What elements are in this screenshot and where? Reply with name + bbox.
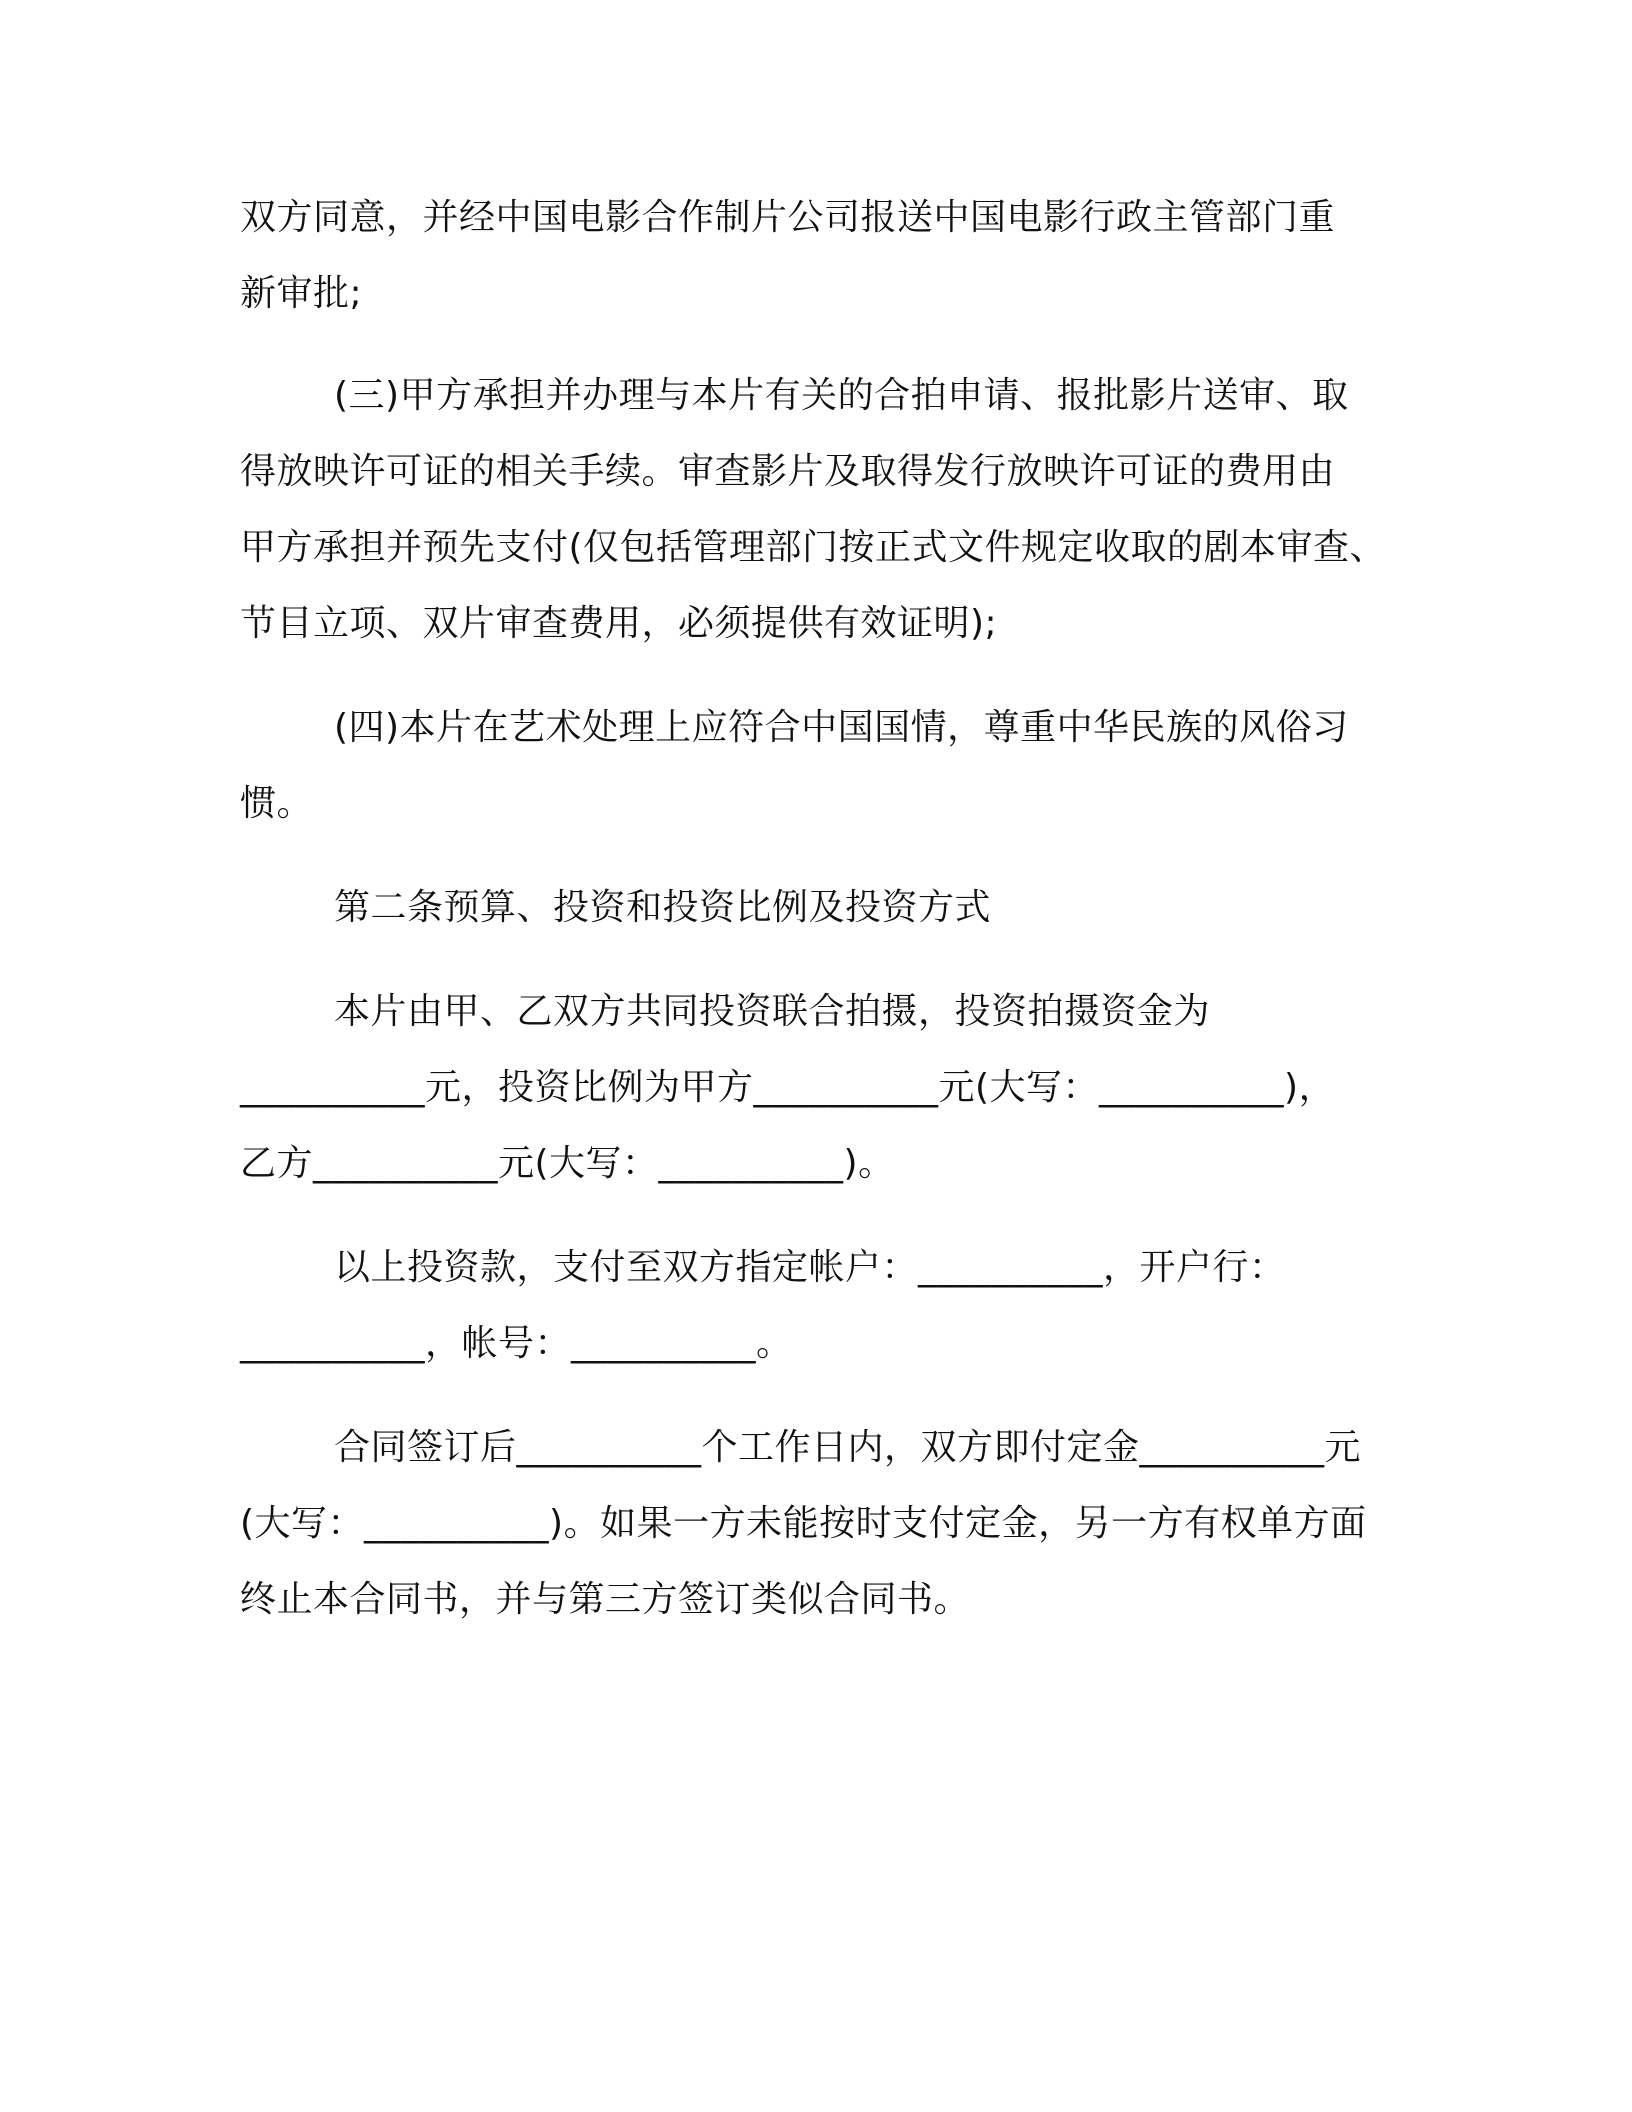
deposit-line: (大写：__________)。如果一方未能按时支付定金，另一方有权单方面 (240, 1503, 1367, 1544)
investment-blank-line: 乙方__________元(大写：__________)。 (240, 1143, 895, 1184)
clause-3-line: (三)甲方承担并办理与本片有关的合拍申请、报批影片送审、取 (334, 375, 1349, 416)
clause-4-line: (四)本片在艺术处理上应符合中国国情，尊重中华民族的风俗习 (334, 707, 1349, 748)
investment-blank-line: __________元，投资比例为甲方__________元(大写：__________)， (240, 1067, 1336, 1108)
article-2-heading: 第二条预算、投资和投资比例及投资方式 (334, 887, 992, 928)
account-line: 以上投资款，支付至双方指定帐户：__________，开户行： (334, 1247, 1286, 1288)
text-line: 甲方承担并预先支付(仅包括管理部门按正式文件规定收取的剧本审查、 (240, 527, 1387, 568)
account-blank-line: __________，帐号：__________。 (240, 1323, 793, 1364)
text-line: 得放映许可证的相关手续。审查影片及取得发行放映许可证的费用由 (240, 451, 1336, 492)
deposit-line: 合同签订后__________个工作日内，双方即付定金__________元 (334, 1427, 1362, 1468)
termination-line: 终止本合同书，并与第三方签订类似合同书。 (240, 1579, 971, 1620)
text-line: 惯。 (240, 783, 314, 824)
text-line: 双方同意，并经中国电影合作制片公司报送中国电影行政主管部门重 (240, 197, 1336, 238)
investment-line: 本片由甲、乙双方共同投资联合拍摄，投资拍摄资金为 (334, 991, 1211, 1032)
text-line: 新审批; (240, 273, 363, 314)
text-line: 节目立项、双片审查费用，必须提供有效证明); (240, 603, 998, 644)
